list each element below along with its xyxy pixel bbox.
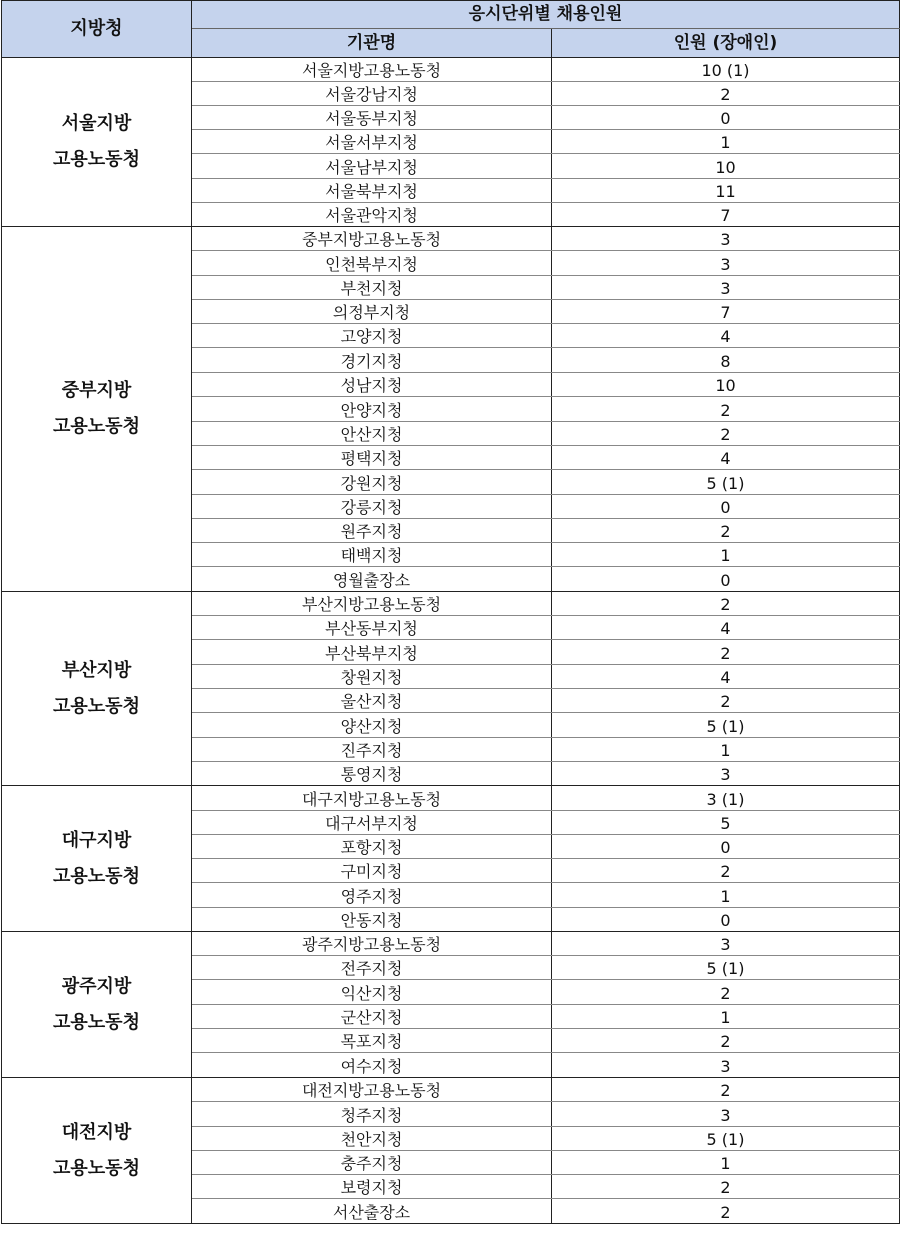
agency-name-cell: 구미지청	[192, 859, 552, 883]
agency-name-cell: 부산지방고용노동청	[192, 592, 552, 616]
agency-name-cell: 부산북부지청	[192, 640, 552, 665]
headcount-cell: 3	[552, 932, 900, 956]
region-name-line1: 광주지방	[61, 975, 132, 997]
region-name-line2: 고용노동청	[53, 416, 140, 437]
agency-name-cell: 포항지청	[192, 835, 552, 859]
headcount-cell: 1	[552, 130, 900, 154]
table-body	[2, 58, 900, 1224]
agency-name-cell: 서울서부지청	[192, 130, 552, 154]
region-name-line1: 부산지방	[61, 659, 132, 681]
agency-name-cell: 인천북부지청	[192, 251, 552, 276]
headcount-cell: 0	[552, 495, 900, 519]
headcount-cell: 0	[552, 835, 900, 859]
agency-name-cell: 부산동부지청	[192, 616, 552, 640]
agency-name-cell: 서울남부지청	[192, 154, 552, 179]
headcount-cell: 3	[552, 227, 900, 251]
table-row	[2, 932, 900, 956]
headcount-cell: 2	[552, 1199, 900, 1224]
headcount-cell: 2	[552, 980, 900, 1005]
region-name-line1: 중부지방	[61, 380, 132, 401]
agency-name-cell: 의정부지청	[192, 300, 552, 324]
headcount-cell: 4	[552, 324, 900, 348]
headcount-cell: 2	[552, 859, 900, 883]
region-name-line2: 고용노동청	[53, 1157, 140, 1179]
headcount-cell: 2	[552, 592, 900, 616]
agency-name-cell: 중부지방고용노동청	[192, 227, 552, 251]
agency-name-cell: 성남지청	[192, 373, 552, 397]
region-cell	[2, 58, 192, 227]
headcount-cell: 1	[552, 543, 900, 567]
headcount-cell: 2	[552, 1029, 900, 1053]
region-name-line2: 고용노동청	[53, 865, 140, 887]
agency-name-cell: 강릉지청	[192, 495, 552, 519]
agency-header: 기관명	[192, 28, 552, 57]
region-name-line1: 대구지방	[61, 829, 132, 851]
headcount-cell: 11	[552, 179, 900, 203]
agency-name-cell: 대구서부지청	[192, 811, 552, 835]
headcount-cell: 5 (1)	[552, 470, 900, 495]
region-cell	[2, 932, 192, 1078]
region-cell	[2, 227, 192, 592]
agency-name-cell: 통영지청	[192, 762, 552, 786]
headcount-cell: 2	[552, 1175, 900, 1199]
agency-name-cell: 진주지청	[192, 738, 552, 762]
headcount-cell: 4	[552, 446, 900, 470]
headcount-cell: 0	[552, 106, 900, 130]
group-header: 응시단위별 채용인원	[192, 1, 900, 29]
agency-name-cell: 경기지청	[192, 348, 552, 373]
headcount-cell: 5 (1)	[552, 713, 900, 738]
agency-name-cell: 보령지청	[192, 1175, 552, 1199]
agency-name-cell: 고양지청	[192, 324, 552, 348]
agency-name-cell: 서울북부지청	[192, 179, 552, 203]
headcount-cell: 10	[552, 154, 900, 179]
agency-name-cell: 대전지방고용노동청	[192, 1078, 552, 1102]
headcount-cell: 1	[552, 1005, 900, 1029]
headcount-cell: 1	[552, 1151, 900, 1175]
agency-name-cell: 안동지청	[192, 908, 552, 932]
agency-name-cell: 광주지방고용노동청	[192, 932, 552, 956]
agency-name-cell: 천안지청	[192, 1127, 552, 1151]
agency-name-cell: 태백지청	[192, 543, 552, 567]
agency-name-cell: 서산출장소	[192, 1199, 552, 1224]
headcount-cell: 0	[552, 908, 900, 932]
agency-name-cell: 안양지청	[192, 397, 552, 422]
headcount-cell: 2	[552, 422, 900, 446]
headcount-cell: 3	[552, 276, 900, 300]
headcount-cell: 7	[552, 203, 900, 227]
table-row	[2, 58, 900, 82]
headcount-cell: 4	[552, 665, 900, 689]
agency-name-cell: 창원지청	[192, 665, 552, 689]
region-name-line2: 고용노동청	[53, 695, 140, 717]
agency-name-cell: 영월출장소	[192, 567, 552, 592]
headcount-cell: 1	[552, 883, 900, 908]
agency-name-cell: 원주지청	[192, 519, 552, 543]
region-name-line1: 서울지방	[61, 113, 132, 134]
agency-name-cell: 여수지청	[192, 1053, 552, 1078]
table-row	[2, 786, 900, 811]
agency-name-cell: 서울지방고용노동청	[192, 58, 552, 82]
agency-name-cell: 목포지청	[192, 1029, 552, 1053]
headcount-cell: 3	[552, 251, 900, 276]
headcount-cell: 2	[552, 82, 900, 106]
agency-name-cell: 충주지청	[192, 1151, 552, 1175]
agency-name-cell: 영주지청	[192, 883, 552, 908]
headcount-cell: 2	[552, 689, 900, 713]
agency-name-cell: 강원지청	[192, 470, 552, 495]
region-name-line1: 대전지방	[61, 1121, 132, 1143]
region-name-line2: 고용노동청	[53, 149, 140, 170]
agency-name-cell: 평택지청	[192, 446, 552, 470]
agency-name-cell: 서울강남지청	[192, 82, 552, 106]
headcount-cell: 2	[552, 1078, 900, 1102]
agency-name-cell: 대구지방고용노동청	[192, 786, 552, 811]
agency-name-cell: 전주지청	[192, 956, 552, 980]
count-header: 인원 (장애인)	[552, 28, 900, 57]
table-row	[2, 592, 900, 616]
headcount-cell: 5 (1)	[552, 1127, 900, 1151]
agency-name-cell: 울산지청	[192, 689, 552, 713]
agency-name-cell: 부천지청	[192, 276, 552, 300]
headcount-cell: 3	[552, 1053, 900, 1078]
table-header	[2, 1, 900, 58]
agency-name-cell: 군산지청	[192, 1005, 552, 1029]
headcount-cell: 4	[552, 616, 900, 640]
headcount-cell: 5	[552, 811, 900, 835]
headcount-cell: 5 (1)	[552, 956, 900, 980]
agency-name-cell: 안산지청	[192, 422, 552, 446]
agency-name-cell: 서울동부지청	[192, 106, 552, 130]
headcount-cell: 8	[552, 348, 900, 373]
agency-name-cell: 익산지청	[192, 980, 552, 1005]
recruitment-table	[1, 0, 900, 1224]
table-row	[2, 1078, 900, 1102]
agency-name-cell: 양산지청	[192, 713, 552, 738]
headcount-cell: 1	[552, 738, 900, 762]
region-header: 지방청	[2, 1, 192, 58]
headcount-cell: 10 (1)	[552, 58, 900, 82]
region-cell	[2, 1078, 192, 1224]
headcount-cell: 3	[552, 1102, 900, 1127]
headcount-cell: 10	[552, 373, 900, 397]
headcount-cell: 2	[552, 519, 900, 543]
agency-name-cell: 청주지청	[192, 1102, 552, 1127]
region-cell	[2, 786, 192, 932]
agency-name-cell: 서울관악지청	[192, 203, 552, 227]
headcount-cell: 7	[552, 300, 900, 324]
headcount-cell: 2	[552, 397, 900, 422]
headcount-cell: 3	[552, 762, 900, 786]
region-cell	[2, 592, 192, 786]
headcount-cell: 3 (1)	[552, 786, 900, 811]
headcount-cell: 2	[552, 640, 900, 665]
headcount-cell: 0	[552, 567, 900, 592]
table-row	[2, 227, 900, 251]
region-name-line2: 고용노동청	[53, 1011, 140, 1033]
